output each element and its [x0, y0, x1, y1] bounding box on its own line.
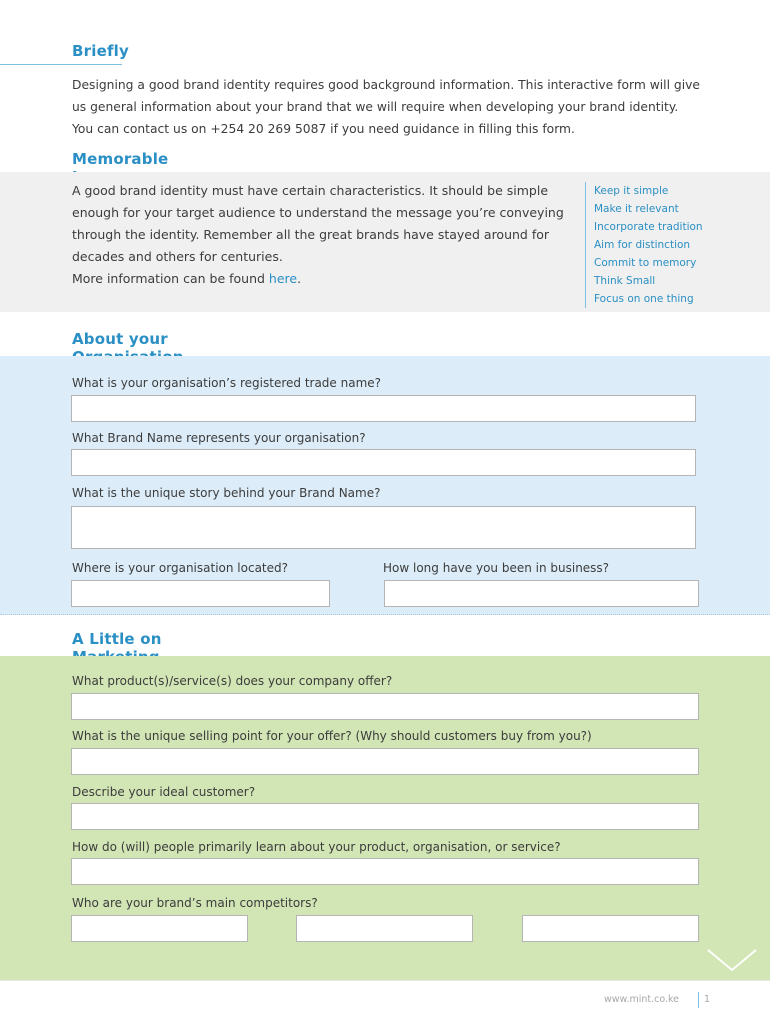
business-duration-field[interactable] — [384, 580, 699, 607]
logos-line: decades and others for centuries. — [72, 249, 283, 264]
products-field[interactable] — [71, 693, 699, 720]
briefly-line: You can contact us on +254 20 269 5087 if you need guidance in filling this form. — [72, 122, 575, 136]
question-trade-name: What is your organisation’s registered trade name? — [72, 376, 382, 390]
logo-tip: Make it relevant — [594, 203, 679, 215]
learn-about-field[interactable] — [71, 858, 699, 885]
briefly-line: Designing a good brand identity requires good background information. This interactive form will give — [72, 78, 700, 92]
more-info-link[interactable]: here — [268, 271, 298, 286]
briefly-line: us general information about your brand that we will require when developing your brand identity. — [72, 100, 679, 114]
page-number: 1 — [704, 994, 711, 1005]
more-info-line — [72, 268, 572, 290]
footer-separator — [698, 992, 699, 1008]
brand-story-field[interactable] — [71, 506, 696, 549]
competitor-field-1[interactable] — [71, 915, 248, 942]
brand-name-field[interactable] — [71, 449, 696, 476]
section-heading-memorable-logos: Memorable — [0, 150, 212, 191]
trade-name-field[interactable] — [71, 395, 696, 422]
question-business-duration: How long have you been in business? — [383, 561, 610, 575]
question-ideal-customer: Describe your ideal customer? — [72, 785, 256, 799]
ideal-customer-field[interactable] — [71, 803, 699, 830]
section-heading-organisation: About your — [0, 330, 270, 371]
section-heading-briefly: Briefly — [0, 42, 122, 65]
briefly-paragraph — [72, 74, 702, 140]
location-field[interactable] — [71, 580, 330, 607]
logos-line: enough for your target audience to understand the message you’re conveying — [72, 205, 564, 220]
logos-line: through the identity. Remember all the great brands have stayed around for — [72, 227, 550, 242]
memorable-logos-paragraph — [72, 180, 572, 290]
logos-line: A good brand identity must have certain characteristics. It should be simple — [72, 183, 549, 198]
logo-tip: Keep it simple — [594, 185, 669, 197]
usp-field[interactable] — [71, 748, 699, 775]
question-location: Where is your organisation located? — [72, 561, 288, 575]
competitor-field-3[interactable] — [522, 915, 699, 942]
question-usp: What is the unique selling point for your offer? (Why should customers buy from you?) — [72, 729, 592, 743]
footer-divider — [0, 980, 770, 981]
question-learn-about: How do (will) people primarily learn about your product, organisation, or service? — [72, 840, 561, 854]
more-info-prefix: More information can be found — [72, 271, 269, 286]
logo-tip: Focus on one thing — [594, 293, 694, 305]
more-info-suffix: . — [297, 271, 302, 286]
question-brand-story: What is the unique story behind your Brand Name? — [72, 486, 381, 500]
logo-tip: Incorporate tradition — [594, 221, 703, 233]
competitor-field-2[interactable] — [296, 915, 473, 942]
logo-tip: Think Small — [594, 275, 656, 287]
section-heading-marketing: A Little on — [0, 630, 242, 671]
logo-tip: Aim for distinction — [594, 239, 691, 251]
logo-tips-list — [585, 182, 703, 308]
logo-tip: Commit to memory — [594, 257, 697, 269]
chevron-down-icon[interactable] — [704, 944, 760, 976]
question-products: What product(s)/service(s) does your company offer? — [72, 674, 393, 688]
footer-url: www.mint.co.ke — [604, 994, 680, 1005]
question-competitors: Who are your brand’s main competitors? — [72, 896, 318, 910]
question-brand-name: What Brand Name represents your organisation? — [72, 431, 366, 445]
